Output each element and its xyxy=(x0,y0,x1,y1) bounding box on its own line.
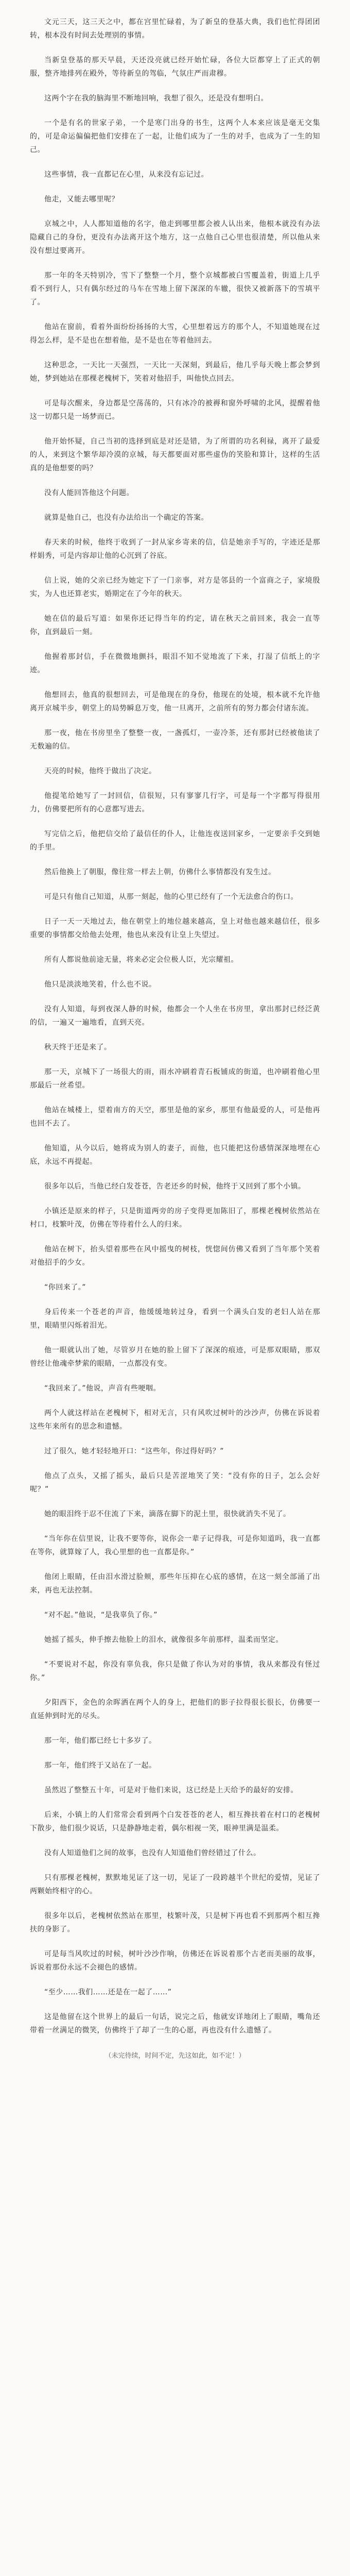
paragraph: 很多年以后，当他已经白发苍苍，告老还乡的时候，他终于又回到了那个小镇。 xyxy=(44,1182,306,1191)
paragraph: “至少……我们……还是在一起了……” xyxy=(44,1988,172,1996)
paragraph: 文元三天，这三天之中，都在宫里忙碌着，为了新皇的登基大典，我们也忙得团团转，根本没有时间去处理别的事情。 xyxy=(30,18,320,40)
paragraph: 他走，又能去哪里呢？ xyxy=(44,195,119,204)
paragraph: 可是每次醒来，身边都是空荡荡的，只有冰冷的被褥和窗外呼啸的北风，提醒着他这一切都只是一场梦而已。 xyxy=(30,399,320,421)
paragraph: 她在信的最后写道：如果你还记得当年的约定，请在秋天之前回来，我会一直等你，直到最后一刻。 xyxy=(30,615,320,636)
paragraph: 两个人就这样站在老槐树下，相对无言，只有风吹过树叶的沙沙声，仿佛在诉说着这些年来所有的思念和遗憾。 xyxy=(30,1409,320,1431)
paragraph: 可是每当风吹过的时候，树叶沙沙作响，仿佛还在诉说着那个古老而美丽的故事，诉说着那份永远不会褪色的感情。 xyxy=(30,1950,320,1972)
paragraph: 他站在树下，抬头望着那些在风中摇曳的树枝，恍惚间仿佛又看到了当年那个笑着对他招手的少女。 xyxy=(30,1245,320,1267)
paragraph: 信上说，她的父亲已经为她定下了一门亲事，对方是邻县的一个富商之子，家境殷实，为人也还算老实，婚期定在了今年的秋天。 xyxy=(30,577,320,598)
paragraph: 这种思念，一天比一天强烈，一天比一天深刻，到最后，他几乎每天晚上都会梦到她，梦到她站在那棵老槐树下，笑着对他招手，叫他快点回去。 xyxy=(30,361,320,383)
paragraph: “不要说对不起，你没有辜负我，你只是做了你认为对的事情，我从来都没有怪过你。” xyxy=(30,1660,320,1682)
paragraph: 写完信之后，他把信交给了最信任的仆人，让他连夜送回家乡，一定要亲手交到她的手里。 xyxy=(30,830,320,852)
paragraph: 他站在城楼上，望着南方的天空，那里是他的家乡，那里有他最爱的人，可是他再也回不去了。 xyxy=(30,1106,320,1128)
paragraph: 小镇还是原来的样子，只是街道两旁的房子变得更加陈旧了，那棵老槐树依然站在村口，枝繁叶茂，仿佛在等待着什么人的归来。 xyxy=(30,1207,320,1229)
paragraph: 那一夜，他在书房里坐了整整一夜，一盏孤灯，一壶冷茶，还有那封已经被他读了无数遍的信。 xyxy=(30,729,320,751)
paragraph: 她摇了摇头，伸手擦去他脸上的泪水，就像很多年前那样，温柔而坚定。 xyxy=(44,1636,283,1644)
paragraph: 日子一天一天地过去，他在朝堂上的地位越来越高，皇上对他也越来越信任，很多重要的事情都交给他去处理，他也从来没有让皇上失望过。 xyxy=(30,918,320,939)
paragraph: “你回来了。” xyxy=(44,1283,86,1292)
paragraph: 可是只有他自己知道，从那一刻起，他的心里已经有了一个无法愈合的伤口。 xyxy=(44,893,298,901)
paragraph: 没有人能回答他这个问题。 xyxy=(44,489,134,497)
paragraph: 只有那棵老槐树，默默地见证了这一切，见证了一段跨越半个世纪的爱情，见证了两颗始终相守的心。 xyxy=(30,1874,320,1895)
paragraph: 过了很久，她才轻轻地开口：“这些年，你过得好吗？” xyxy=(44,1447,224,1455)
footer-note: （未完待续，时间不定，先这如此，如不定！） xyxy=(104,2052,246,2060)
paragraph: 春天来的时候，他终于收到了一封从家乡寄来的信，信是她亲手写的，字迹还是那样娟秀，可是内容却让他的心沉到了谷底。 xyxy=(30,538,320,560)
paragraph: 很多年以后，老槐树依然站在那里，枝繁叶茂，只是树下再也看不到那两个相互搀扶的身影了。 xyxy=(30,1912,320,1934)
paragraph: 他握着那封信，手在微微地颤抖，眼泪不知不觉地流了下来，打湿了信纸上的字迹。 xyxy=(30,653,320,674)
paragraph: 秋天终于还是来了。 xyxy=(44,1043,112,1052)
paragraph: “对不起。”他说，“是我辜负了你。” xyxy=(44,1611,158,1619)
paragraph: 天亮的时候，他终于做出了决定。 xyxy=(44,767,156,775)
paragraph: 他开始怀疑，自己当初的选择到底是对还是错，为了所谓的功名利禄，离开了最爱的人，来到这个繁华却冷漠的京城，每天都要面对那些虚伪的笑脸和算计，这样的生活真的是他想要的吗？ xyxy=(30,437,320,472)
paragraph: “当年你在信里说，让我不要等你，说你会一辈子记得我，可是你知道吗，我一直都在等你，就算嫁了人，我心里想的也一直都是你。” xyxy=(30,1535,320,1556)
paragraph: 然后他换上了朝服，像往常一样去上朝，仿佛什么事情都没有发生过。 xyxy=(44,868,276,876)
paragraph: 那一年，他们终于又站在了一起。 xyxy=(44,1761,156,1770)
paragraph: 他只是淡淡地笑着，什么也不说。 xyxy=(44,980,156,989)
paragraph: 那一年，他们都已经七十多岁了。 xyxy=(44,1737,156,1745)
paragraph: 他知道，从今以后，她将成为别人的妻子，而他，也只能把这份感情深深地埋在心底，永远不再提起。 xyxy=(30,1144,320,1166)
paragraph: 他点了点头，又摇了摇头，最后只是苦涩地笑了笑：“没有你的日子，怎么会好呢？” xyxy=(30,1472,320,1494)
paragraph: 那一天，京城下了一场很大的雨，雨水冲刷着青石板铺成的街道，也冲刷着他心里那最后一丝希望。 xyxy=(30,1068,320,1090)
paragraph: 他一眼就认出了她，尽管岁月在她的脸上留下了深深的痕迹，可是那双眼睛，那双曾经让他魂牵梦萦的眼睛，一点都没有变。 xyxy=(30,1346,320,1368)
paragraph: 身后传来一个苍老的声音，他缓缓地转过身，看到一个满头白发的老妇人站在那里，眼睛里闪烁着泪光。 xyxy=(30,1308,320,1330)
paragraph: 一个是有名的世家子弟，一个是寒门出身的书生，这两个人本来应该是毫无交集的，可是命运偏偏把他们安排在了一起，让他们成为了一生的对手，也成为了一生的知己。 xyxy=(30,119,320,154)
paragraph: 这两个字在我的脑海里不断地回响，我想了很久，还是没有想明白。 xyxy=(44,94,268,103)
paragraph: 这些事情，我一直都记在心里，从来没有忘记过。 xyxy=(44,171,208,179)
paragraph: 京城之中，人人都知道他的名字，他走到哪里都会被人认出来，他根本就没有办法隐藏自己的身份，更没有办法离开这个地方，这一点他自己心里也很清楚，所以他从来没有想过要离开。 xyxy=(30,220,320,255)
paragraph: 这是他留在这个世界上的最后一句话，说完之后，他就安详地闭上了眼睛，嘴角还带着一丝满足的微笑，仿佛终于了却了一生的心愿，再也没有什么遗憾了。 xyxy=(30,2013,320,2035)
paragraph: 没有人知道他们之间的故事，也没有人知道他们曾经错过了什么。 xyxy=(44,1849,261,1857)
paragraph: 就算是他自己，也没有办法给出一个确定的答案。 xyxy=(44,514,208,522)
paragraph: “我回来了。”他说，声音有些哽咽。 xyxy=(44,1384,161,1393)
paragraph: 所有人都说他前途无量，将来必定会位极人臣，光宗耀祖。 xyxy=(44,956,238,964)
paragraph: 她的眼泪终于忍不住流了下来，滴落在脚下的泥土里，很快就消失不见了。 xyxy=(44,1510,291,1518)
paragraph: 他提笔给她写了一封回信，信很短，只有寥寥几行字，可是每一个字都写得很用力，仿佛要把所有的心意都写进去。 xyxy=(30,792,320,814)
paragraph: 虽然迟了整整五十年，可是对于他们来说，这已经是上天给予的最好的安排。 xyxy=(44,1786,298,1794)
paragraph: 夕阳西下，金色的余晖洒在两个人的身上，把他们的影子拉得很长很长，仿佛要一直延伸到时光的尽头。 xyxy=(30,1699,320,1720)
paragraph: 他站在窗前，看着外面纷纷扬扬的大雪，心里想着远方的那个人，不知道她现在过得怎么样，是不是也在想着他，是不是也在等着他回去。 xyxy=(30,323,320,345)
paragraph: 他闭上眼睛，任由泪水滑过脸颊，那些年压抑在心底的感情，在这一刻全部涌了出来，再也无法控制。 xyxy=(30,1573,320,1595)
paragraph: 他想回去，他真的很想回去，可是他现在的身份，他现在的处境，根本就不允许他离开京城半步，朝堂上的局势瞬息万变，他一旦离开，之前所有的努力都会付诸东流。 xyxy=(30,691,320,713)
paragraph: 没有人知道，每到夜深人静的时候，他都会一个人坐在书房里，拿出那封已经泛黄的信，一遍又一遍地看，直到天亮。 xyxy=(30,1005,320,1027)
paragraph: 后来，小镇上的人们常常会看到两个白发苍苍的老人，相互搀扶着在村口的老槐树下散步，他们很少说话，只是静静地走着，偶尔相视一笑，眼神里满是温柔。 xyxy=(30,1811,320,1833)
document-body xyxy=(30,15,320,2037)
paragraph: 当新皇登基的那天早晨，天还没亮就已经开始忙碌，各位大臣都穿上了正式的朝服，整齐地排列在殿外，等待新皇的驾临，气氛庄严而肃穆。 xyxy=(30,56,320,78)
paragraph: 那一年的冬天特别冷，雪下了整整一个月，整个京城都被白雪覆盖着，街道上几乎看不到行人，只有偶尔经过的马车在雪地上留下深深的车辙，很快又被新落下的雪填平了。 xyxy=(30,272,320,307)
